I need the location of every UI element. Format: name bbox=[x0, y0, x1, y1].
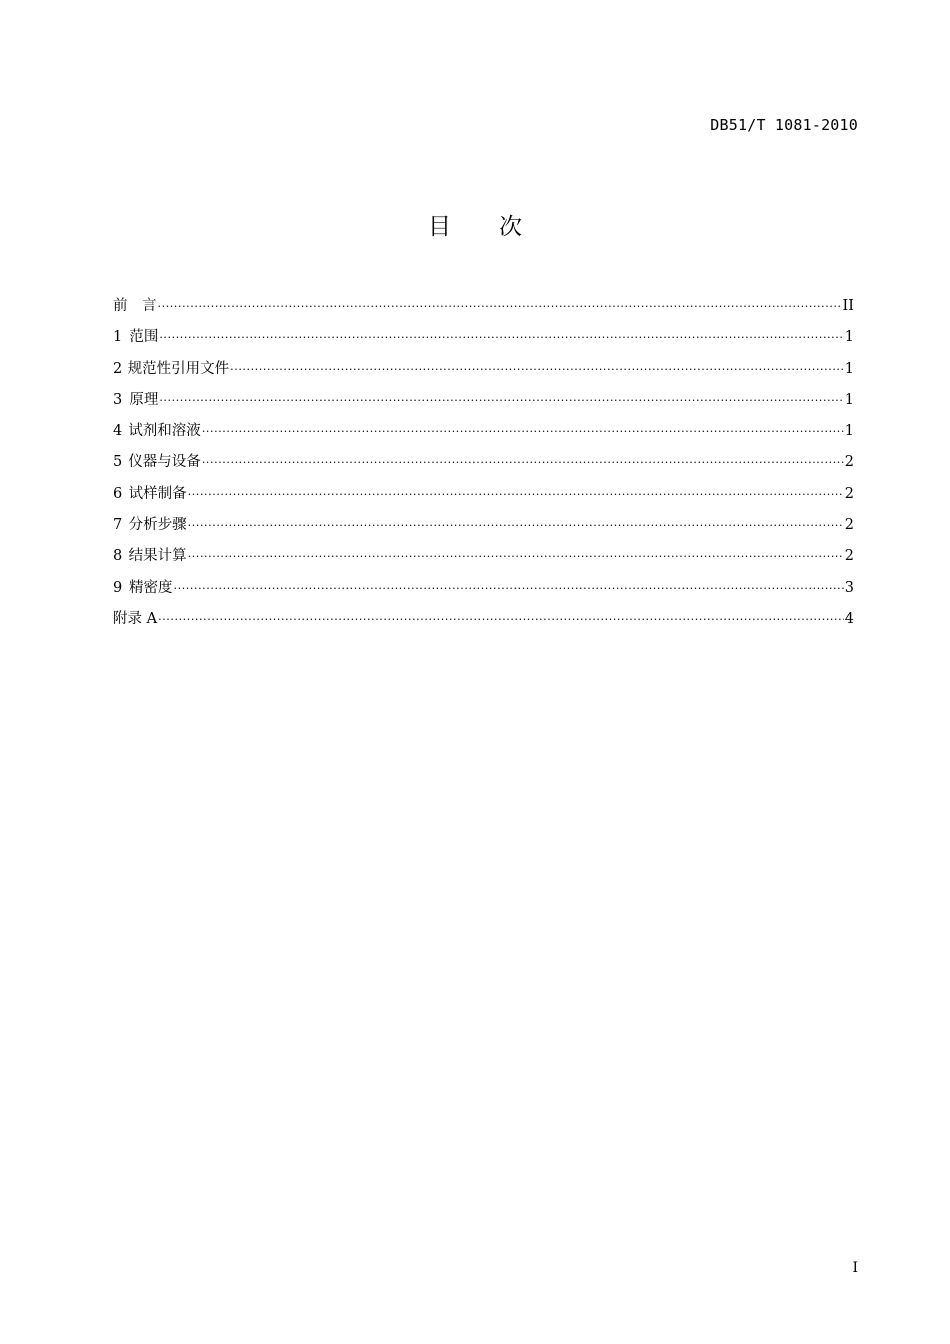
toc-leader-dots bbox=[188, 485, 844, 505]
toc-entry-label: 规范性引用文件 bbox=[127, 360, 230, 377]
toc-entry-number: 1 bbox=[113, 329, 123, 346]
toc-entry-page: 2 bbox=[844, 454, 854, 471]
toc-entry-page: 2 bbox=[844, 485, 854, 502]
toc-entry-number: 9 bbox=[113, 579, 123, 596]
toc-entry-label: 试样制备 bbox=[128, 485, 187, 502]
toc-leader-dots bbox=[188, 516, 844, 536]
toc-leader-dots bbox=[188, 547, 844, 567]
toc-entry-page: 3 bbox=[844, 579, 854, 596]
toc-entry-calculation[interactable] bbox=[113, 546, 854, 577]
toc-leader-dots bbox=[158, 297, 842, 317]
toc-entry-page: 2 bbox=[844, 517, 854, 534]
toc-entry-number: 4 bbox=[113, 423, 123, 440]
page-number: I bbox=[852, 1260, 858, 1276]
toc-entry-number: 2 bbox=[113, 360, 123, 377]
toc-entry-page: II bbox=[842, 298, 854, 314]
toc-entry-normative-references[interactable] bbox=[113, 359, 854, 390]
toc-entry-label: 附录 A bbox=[113, 610, 158, 627]
toc-entry-sample-preparation[interactable] bbox=[113, 484, 854, 515]
toc-leader-dots bbox=[174, 579, 844, 599]
toc-entry-page: 1 bbox=[844, 391, 854, 408]
page-title: 目次 bbox=[428, 214, 570, 240]
toc-entry-page: 1 bbox=[844, 360, 854, 377]
toc-entry-principle[interactable] bbox=[113, 390, 854, 421]
toc-entry-appendix-a[interactable] bbox=[113, 609, 854, 640]
toc-leader-dots bbox=[230, 360, 844, 380]
toc-leader-dots bbox=[159, 328, 843, 348]
toc-entry-number: 5 bbox=[113, 454, 123, 471]
toc-entry-label: 仪器与设备 bbox=[128, 454, 201, 471]
toc-entry-number: 3 bbox=[113, 391, 123, 408]
toc-entry-scope[interactable] bbox=[113, 327, 854, 358]
toc-entry-label: 试剂和溶液 bbox=[128, 423, 201, 440]
toc-entry-number: 7 bbox=[113, 517, 123, 534]
table-of-contents bbox=[113, 296, 854, 640]
toc-entry-label: 精密度 bbox=[129, 579, 173, 596]
document-code: DB51/T 1081-2010 bbox=[710, 116, 858, 134]
toc-entry-label: 原理 bbox=[129, 391, 159, 408]
toc-leader-dots bbox=[202, 422, 844, 442]
toc-entry-page: 4 bbox=[844, 610, 854, 627]
toc-entry-label: 范围 bbox=[129, 329, 159, 346]
toc-entry-label: 结果计算 bbox=[128, 548, 187, 565]
toc-entry-label: 前 言 bbox=[113, 298, 157, 314]
toc-entry-reagents[interactable] bbox=[113, 421, 854, 452]
toc-entry-page: 2 bbox=[844, 548, 854, 565]
toc-entry-number: 6 bbox=[113, 485, 123, 502]
toc-entry-analysis-steps[interactable] bbox=[113, 515, 854, 546]
toc-entry-label: 分析步骤 bbox=[128, 517, 187, 534]
toc-entry-page: 1 bbox=[844, 329, 854, 346]
toc-leader-dots bbox=[159, 391, 843, 411]
toc-entry-apparatus[interactable] bbox=[113, 452, 854, 483]
toc-entry-precision[interactable] bbox=[113, 578, 854, 609]
toc-leader-dots bbox=[158, 610, 844, 630]
toc-entry-number: 8 bbox=[113, 548, 123, 565]
toc-entry-foreword[interactable] bbox=[113, 296, 854, 327]
toc-leader-dots bbox=[202, 453, 844, 473]
toc-entry-page: 1 bbox=[844, 423, 854, 440]
